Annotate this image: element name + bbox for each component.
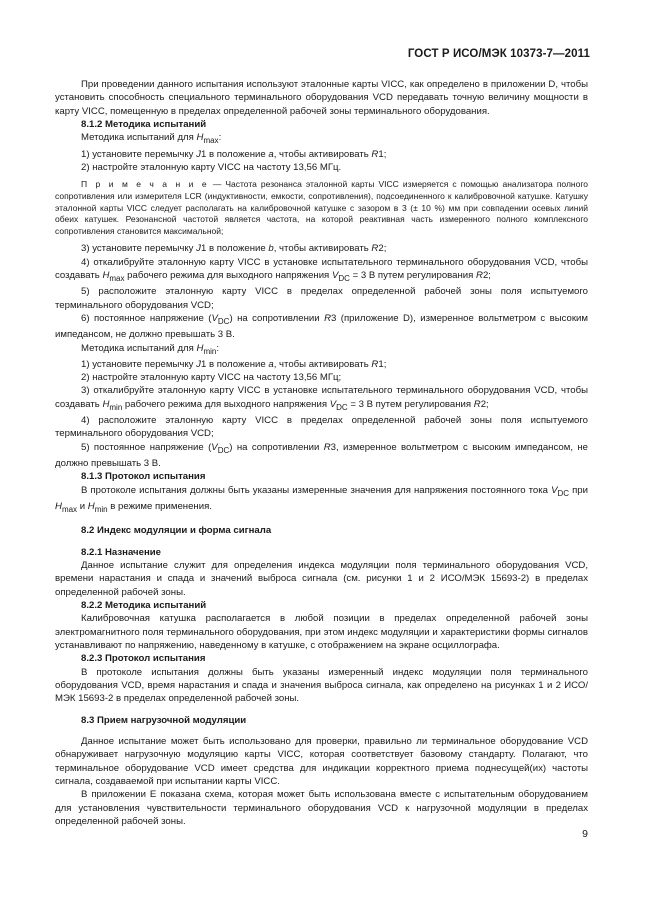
page-number: 9 — [582, 828, 588, 840]
paragraph-8-2-3: В протоколе испытания должны быть указаны измеренный индекс модуляции поля терминального оборудования VCD, время нарастания и спада и значения выброса сигнала, как определено на рисунках 1 и 2 ИСО/МЭК 15693-2 в пределах определенной рабочей зоны. — [55, 666, 588, 705]
step-hmin-3: 3) откалибруйте эталонную карту VICC в установке испытательного терминального оборудования VCD, чтобы создавать $H_{min}$ рабочего режима для выходного напряжения $V_{DC} = 3$ В путем регулирования R2; — [55, 385, 588, 412]
heading-8-2-2: 8.2.2 Методика испытаний — [81, 599, 207, 611]
step-hmin-5: 5) постоянное напряжение $(V_{DC})$ на сопротивлении R3, измеренное вольтметром с высоким импедансом, не должно превышать 3 В. — [55, 441, 588, 469]
step-hmax-1: 1) установите перемычку J1 в положение a, чтобы активировать R1; — [81, 148, 387, 160]
paragraph-8-1-3: В протоколе испытания должны быть указаны измеренные значения для напряжения постоянного тока $V_{DC}$ при $H_{max}$ и $H_{min}$ в режиме применения. — [55, 484, 588, 514]
document-body — [55, 78, 588, 828]
step-hmin-2: 2) настройте эталонную карту VICC на частоту 13,56 МГц; — [81, 372, 342, 384]
step-hmin-1: 1) установите перемычку J1 в положение a, чтобы активировать R1; — [81, 358, 387, 370]
paragraph-8-2-1: Данное испытание служит для определения индекса модуляции поля терминального оборудования VCD, времени нарастания и спада и значений выброса сигнала (см. рисунки 1 и 2 ИСО/МЭК 15693-2) в пределах определенной рабочей зоны. — [55, 559, 588, 598]
heading-8-1-3: 8.1.3 Протокол испытания — [81, 471, 206, 483]
paragraph-8-2-2: Калибровочная катушка располагается в любой позиции в пределах определенной рабочей зоны электромагнитного поля терминального оборудования, при этом индекс модуляции и характеристики формы сигналов устанавливают по напряжению, наведенному в катушке, с отображением на экране осциллографа. — [55, 613, 588, 651]
step-hmax-5: 5) расположите эталонную карту VICC в пределах определенной рабочей зоны поля испытуемого терминального оборудования VCD; — [55, 286, 588, 311]
heading-8-3: 8.3 Прием нагрузочной модуляции — [81, 714, 247, 726]
step-hmin-4: 4) расположите эталонную карту VICC в пределах определенной рабочей зоны поля испытуемого терминального оборудования VCD; — [55, 415, 588, 440]
step-hmax-4: 4) откалибруйте эталонную карту VICC в установке испытательного терминального оборудования VCD, чтобы создавать $H_{max}$ рабочего режима для выходного напряжения $V_{DC} = 3$ В путем регулирования R2; — [55, 256, 588, 283]
page-header: ГОСТ Р ИСО/МЭК 10373-7—2011 — [407, 48, 590, 60]
hmax-procedure-label: Методика испытаний для $H_{max}$: — [81, 132, 222, 146]
step-hmax-2: 2) настройте эталонную карту VICC на частоту 13,56 МГц. — [81, 161, 342, 173]
step-hmax-3: 3) установите перемычку J1 в положение b, чтобы активировать R2; — [81, 243, 387, 255]
heading-8-1-2: 8.1.2 Методика испытаний — [81, 119, 207, 131]
paragraph-intro: При проведении данного испытания используют эталонные карты VICC, как определено в приложении D, чтобы установить способность специального терминального оборудования VCD передавать точную величину мощности в карту VICC, помещенную в пределах определенной рабочей зоны терминального оборудования. — [55, 79, 588, 117]
note: П р и м е ч а н и е — Частота резонанса эталонной карты VICC измеряется с помощью анализатора полного сопротивления или измерителя LCR (индуктивности, емкости, сопротивления), подсоединенного к калибровочной катушке. Катушку эталонной карты VICC следует располагать на калибровочной катушке с зазором в 3 (± 10 %) мм при совпадении осевых линий обеих катушек. Резонансной частотой является частота, на которой реактивная часть измеренного полного комплексного сопротивления становится максимальной; — [55, 179, 588, 236]
paragraph-8-3-b: В приложении E показана схема, которая может быть использована вместе с испытательным оборудованием для установления чувствительности терминального оборудования VCD к нагрузочной модуляции в пределах определенной рабочей зоны. — [55, 789, 588, 828]
heading-8-2-1: 8.2.1 Назначение — [81, 546, 161, 558]
hmin-procedure-label: Методика испытаний для $H_{min}$: — [81, 342, 219, 356]
heading-8-2: 8.2 Индекс модуляции и форма сигнала — [81, 525, 272, 537]
paragraph-8-3-a: Данное испытание может быть использовано для проверки, правильно ли терминальное оборудование VCD обнаруживает нагрузочную модуляцию карты VICC, которая соответствует базовому стандарту. Полагают, что терминальное оборудование VCD имеет средства для индикации корректного приема поднесущей(их) частоты сигнала, создаваемой при испытании карты VICC. — [55, 735, 588, 787]
step-hmax-6: 6) постоянное напряжение $(V_{DC})$ на сопротивлении R3 (приложение D), измеренное вольтметром с высоким импедансом, не должно превышать 3 В. — [55, 312, 588, 341]
heading-8-2-3: 8.2.3 Протокол испытания — [81, 653, 206, 665]
